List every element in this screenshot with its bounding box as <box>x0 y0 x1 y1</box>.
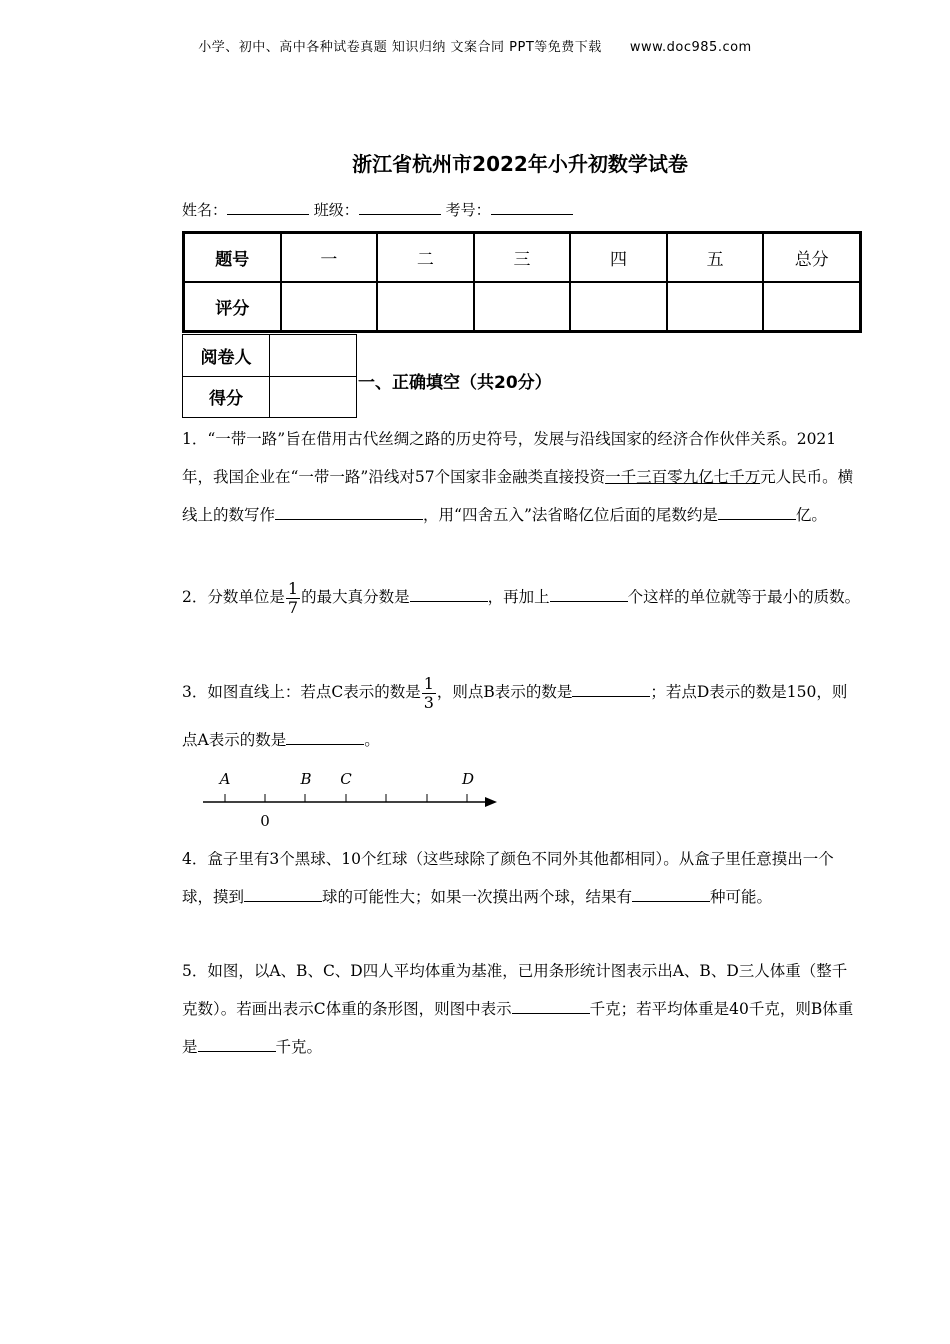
q4-text-2: 球的可能性大；如果一次摸出两个球，结果有 <box>322 888 633 906</box>
header-text: 小学、初中、高中各种试卷真题 知识归纳 文案合同 PPT等免费下载 <box>198 40 602 55</box>
q3-text-2: ，则点B表示的数是 <box>436 683 573 701</box>
score-cell[interactable] <box>667 282 764 331</box>
class-label: 班级： <box>313 201 359 219</box>
name-blank[interactable] <box>227 200 309 215</box>
point-d-label: D <box>461 770 475 788</box>
score-cell[interactable] <box>474 282 571 331</box>
id-blank[interactable] <box>491 200 573 215</box>
score-row-label: 评分 <box>184 282 281 331</box>
score-header-cell: 二 <box>377 233 474 282</box>
zero-label: 0 <box>260 812 270 830</box>
number-line-ticks <box>225 794 467 802</box>
q3-text: 3．如图直线上：若点C表示的数是 <box>182 683 421 701</box>
q1-text: 1．“一带一路”旨在借用古代丝绸之路的历史符号，发展与沿线国家的经济合作伙伴关系。2021年，我国企业在“一带一路”沿线对57个国家非金融类直接投资 <box>182 430 837 486</box>
header-site: www.doc985.com <box>629 40 752 55</box>
q4-text-3: 种可能。 <box>710 888 773 906</box>
grader-table <box>182 334 357 418</box>
score-label: 得分 <box>183 376 270 418</box>
score-table <box>182 231 862 333</box>
score-header-cell: 三 <box>474 233 571 282</box>
reader-label: 阅卷人 <box>183 335 270 377</box>
q1-text-4: 亿。 <box>795 506 827 524</box>
question-5 <box>182 952 862 1066</box>
score-header-row <box>184 233 860 282</box>
q2-frac-den: 7 <box>287 597 299 617</box>
q5-text-2: 千克；若平均体重是40千克，则B体重是 <box>182 1000 854 1056</box>
id-label: 考号： <box>445 201 491 219</box>
score-header-cell: 五 <box>667 233 764 282</box>
q3-frac-num: 1 <box>423 673 434 693</box>
q5-blank-2[interactable] <box>198 1037 276 1052</box>
q1-text-2: 元人民币。横线上的数写作 <box>182 468 854 524</box>
class-blank[interactable] <box>359 200 441 215</box>
q2-fraction <box>286 580 300 617</box>
name-label: 姓名： <box>182 201 228 219</box>
score-header-cell: 题号 <box>184 233 281 282</box>
q3-fraction <box>422 675 436 712</box>
number-line <box>195 765 505 835</box>
point-c-label: C <box>340 770 352 788</box>
q1-underlined: 一千三百零九亿七千万 <box>605 468 761 486</box>
q2-text-3: ，再加上 <box>487 588 550 606</box>
q3-text-4: 。 <box>364 731 380 749</box>
page-header <box>0 36 950 55</box>
q5-text: 5．如图，以A、B、C、D四人平均体重为基准，已用条形统计图表示出A、B、D三人体重（整千克数）。若画出表示C体重的条形图，则图中表示 <box>182 962 848 1018</box>
q5-blank-1[interactable] <box>512 999 590 1014</box>
q2-text: 2．分数单位是 <box>182 588 285 606</box>
q1-text-3: ，用“四舍五入”法省略亿位后面的尾数约是 <box>423 506 718 524</box>
number-line-arrow <box>485 797 497 807</box>
score-row <box>184 282 860 331</box>
q2-text-4: 个这样的单位就等于最小的质数。 <box>627 588 861 606</box>
question-2 <box>182 573 862 621</box>
section-1-title: 一、正确填空（共20分） <box>358 373 552 393</box>
question-4 <box>182 840 862 916</box>
q4-blank-2[interactable] <box>632 887 710 902</box>
q2-text-2: 的最大真分数是 <box>301 588 410 606</box>
score-cell[interactable] <box>377 282 474 331</box>
q4-blank-1[interactable] <box>244 887 322 902</box>
q2-blank-2[interactable] <box>550 587 628 602</box>
student-info <box>182 199 573 220</box>
point-b-label: B <box>300 770 312 788</box>
score-cell[interactable] <box>281 282 378 331</box>
score-header-cell: 总分 <box>763 233 860 282</box>
q1-blank-2[interactable] <box>718 505 796 520</box>
grader-score-cell[interactable] <box>270 376 357 418</box>
reader-cell[interactable] <box>270 335 357 377</box>
q3-blank-1[interactable] <box>572 682 650 697</box>
score-cell[interactable] <box>570 282 667 331</box>
question-3 <box>182 668 862 764</box>
q2-frac-num: 1 <box>287 578 299 598</box>
q3-text-3: ；若点D表示的数是150，则点A表示的数是 <box>182 683 848 749</box>
q1-blank-1[interactable] <box>275 505 423 520</box>
score-cell[interactable] <box>763 282 860 331</box>
q4-text: 4．盒子里有3个黑球、10个红球（这些球除了颜色不同外其他都相同）。从盒子里任意摸出一个球，摸到 <box>182 850 834 906</box>
page-title: 浙江省杭州市2022年小升初数学试卷 <box>352 152 688 176</box>
q5-text-3: 千克。 <box>275 1038 323 1056</box>
point-a-label: A <box>219 770 231 788</box>
q3-blank-2[interactable] <box>286 730 364 745</box>
score-header-cell: 四 <box>570 233 667 282</box>
q2-blank-1[interactable] <box>410 587 488 602</box>
score-header-cell: 一 <box>281 233 378 282</box>
q3-frac-den: 3 <box>423 692 434 712</box>
question-1 <box>182 420 862 534</box>
